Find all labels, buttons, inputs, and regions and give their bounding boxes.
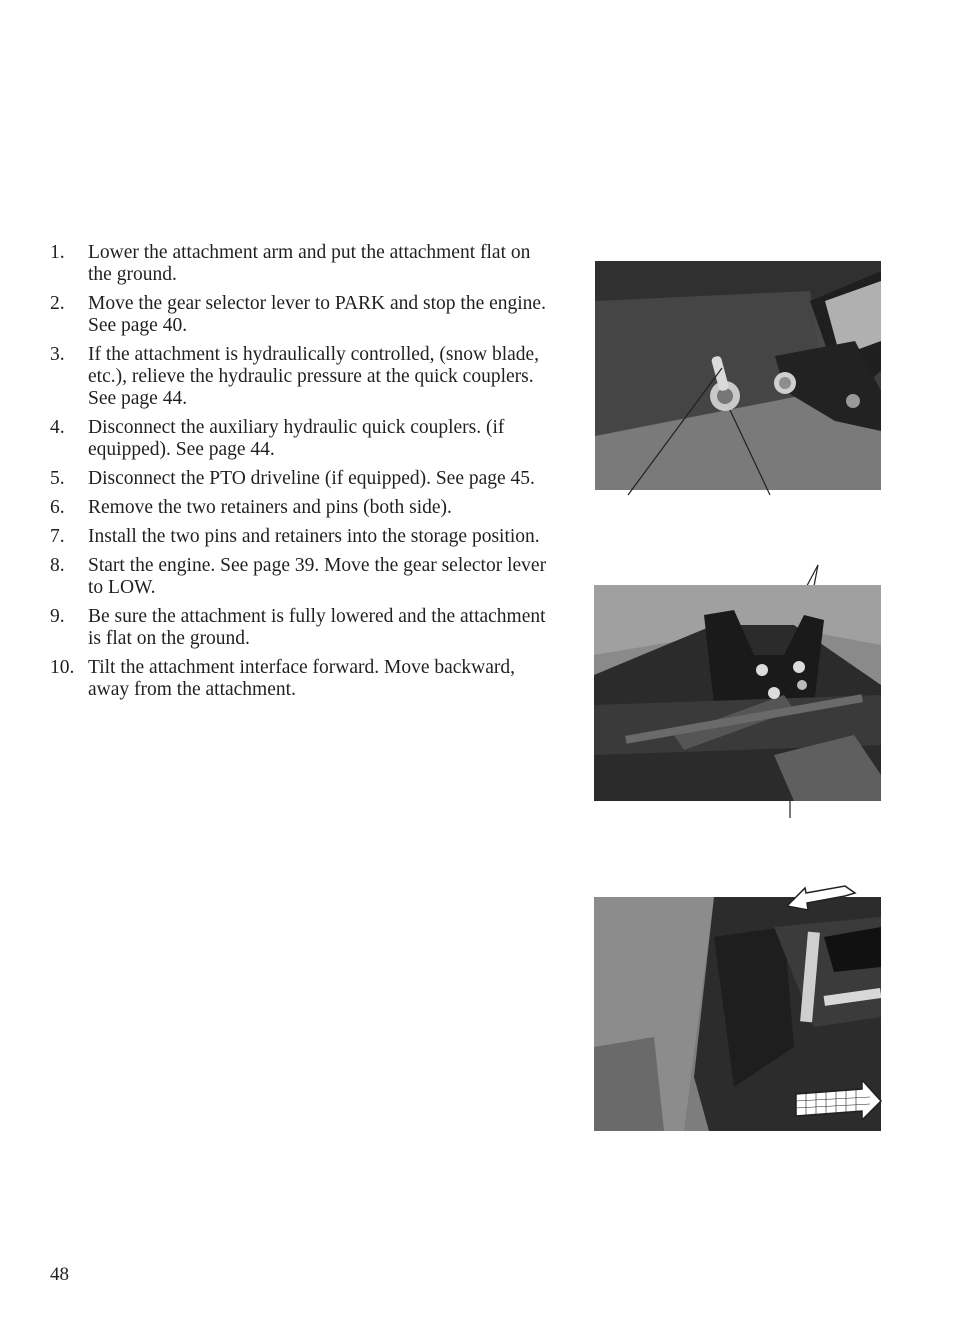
step-item [50,344,550,410]
step-text: If the attachment is hydraulically controlled, (snow blade, etc.), relieve the hydraulic pressure at the quick couplers. See page 44. [88,344,540,409]
photo-storage-pins-illustration [594,585,881,801]
step-number: 9. [50,606,65,627]
step-item [50,526,550,548]
step-number: 5. [50,468,65,489]
step-item [50,293,550,337]
step-item [50,497,550,519]
step-text: Move the gear selector lever to PARK and stop the engine. See page 40. [88,293,546,336]
step-text: Tilt the attachment interface forward. Move backward, away from the attachment. [88,657,516,700]
step-item [50,417,550,461]
step-text: Start the engine. See page 39. Move the gear selector lever to LOW. [88,555,547,598]
step-item [50,242,550,286]
step-number: 3. [50,344,65,365]
step-number: 10. [50,657,75,678]
photo-tilt-interface-illustration [594,897,881,1131]
page-number: 48 [50,1264,69,1285]
step-number: 4. [50,417,65,438]
step-text: Be sure the attachment is fully lowered and the attachment is flat on the ground. [88,606,546,649]
step-text: Remove the two retainers and pins (both side). [88,497,452,518]
step-number: 8. [50,555,65,576]
step-number: 6. [50,497,65,518]
step-item [50,468,550,490]
step-text: Disconnect the PTO driveline (if equipped). See page 45. [88,468,535,489]
instruction-steps [50,242,550,708]
step-item [50,555,550,599]
step-text: Lower the attachment arm and put the attachment flat on the ground. [88,242,531,285]
step-text: Disconnect the auxiliary hydraulic quick couplers. (if equipped). See page 44. [88,417,505,460]
step-number: 1. [50,242,65,263]
step-number: 7. [50,526,65,547]
photo-storage-pins [594,585,881,801]
photo-tilt-interface [594,897,881,1131]
step-text: Install the two pins and retainers into the storage position. [88,526,540,547]
step-item [50,606,550,650]
step-number: 2. [50,293,65,314]
photo-retainer-pin-illustration [595,261,881,490]
step-item [50,657,550,701]
photo-retainer-pin [595,261,881,490]
